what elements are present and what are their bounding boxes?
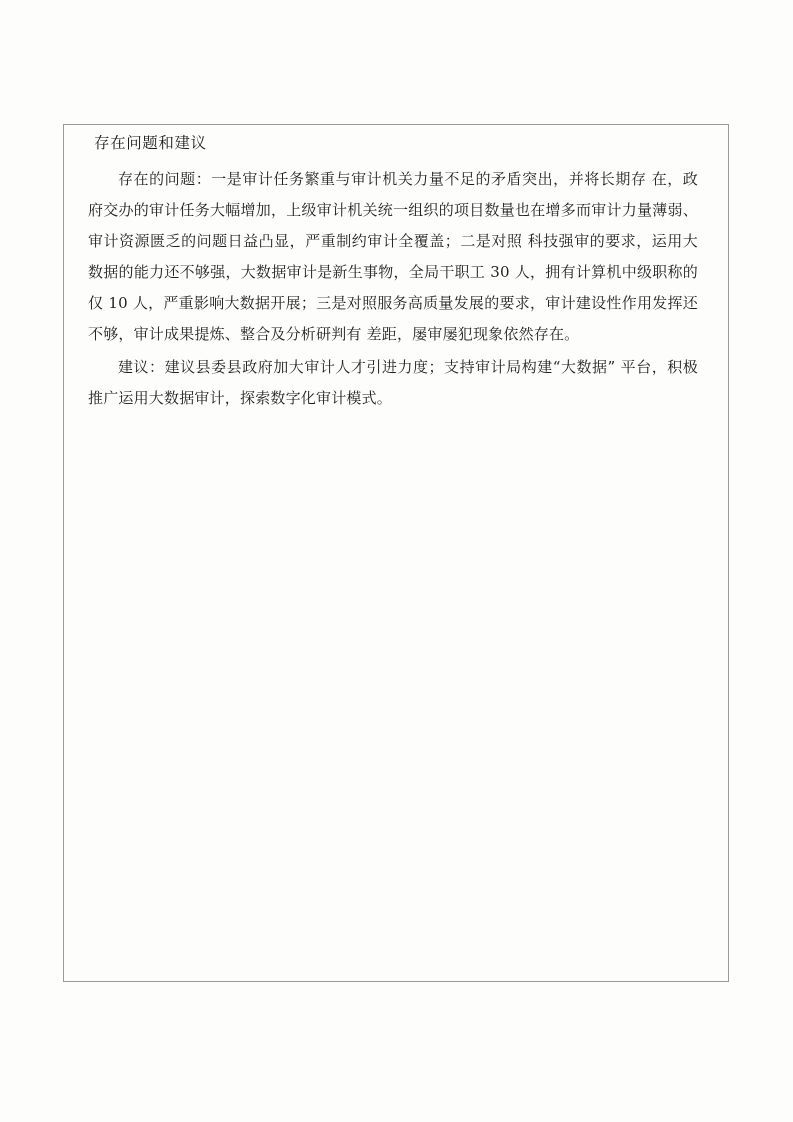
- section-heading: 存在问题和建议: [94, 134, 207, 152]
- document-text-body: [88, 128, 708, 416]
- paragraph-suggestions: 建议：建议县委县政府加大审计人才引进力度；支持审计局构建“大数据” 平台，积极推广运用大数据审计，探索数字化审计模式。: [88, 358, 698, 407]
- paragraph-problems: 存在的问题：一是审计任务繁重与审计机关力量不足的矛盾突出，并将长期存 在，政府交办的审计任务大幅增加，上级审计机关统一组织的项目数量也在增多而审计力量薄弱、审计资源匮乏的问题日益凸显，严重制约审计全覆盖；二是对照 科技强审的要求，运用大数据的能力还不够强，大数据审计是新生事物，全局干职工 30 人，拥有计算机中级职称的仅 10 人，严重影响大数据开展；三是对照服务高质量发展的要求，审计建设性作用发挥还不够，审计成果提炼、整合及分析研判有 差距，屡审屡犯现象依然存在。: [88, 170, 698, 343]
